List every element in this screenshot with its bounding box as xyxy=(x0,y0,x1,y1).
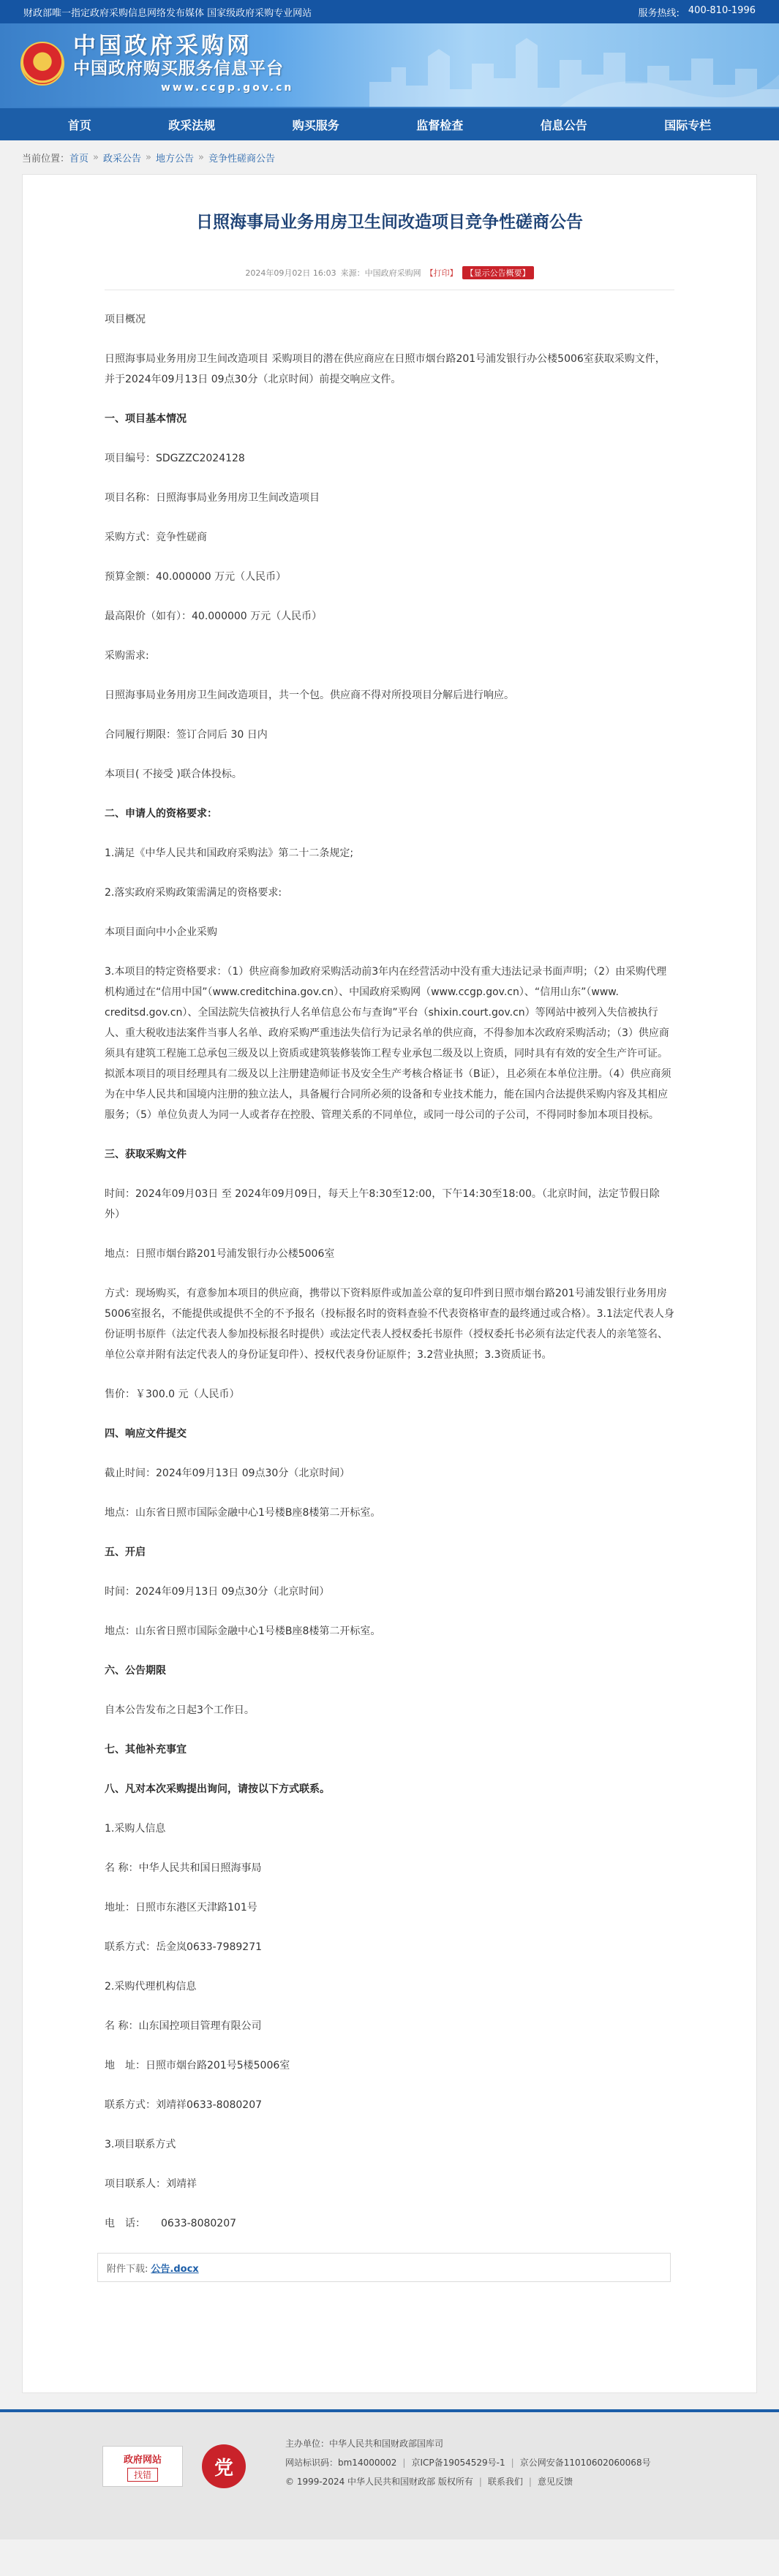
site-logo[interactable] xyxy=(20,34,293,94)
footer-badges xyxy=(102,2444,246,2488)
nav-item-international[interactable]: 国际专栏 xyxy=(664,118,712,132)
article-paragraph: 联系方式：刘靖祥0633-8080207 xyxy=(105,2099,263,2111)
article-paragraph: 项目编号：SDGZZC2024128 xyxy=(105,453,245,464)
site-slogan: 财政部唯一指定政府采购信息网络发布媒体 国家级政府采购专业网站 xyxy=(23,7,312,19)
article-paragraph: 名 称：中华人民共和国日照海事局 xyxy=(105,1862,262,1874)
article-source: 来源：中国政府采购网 xyxy=(340,268,421,278)
attachment-label: 附件下载: xyxy=(107,2263,148,2275)
nav-item-announcements[interactable]: 信息公告 xyxy=(540,118,587,132)
main-nav xyxy=(0,107,779,140)
footer-contact-link[interactable]: 联系我们 xyxy=(487,2477,523,2487)
article-paragraph: 联系方式：岳金岚0633-7989271 xyxy=(105,1941,263,1953)
brand-url: www.ccgp.gov.cn xyxy=(161,82,294,94)
footer-separator: | xyxy=(402,2458,406,2468)
party-org-glyph: 党 xyxy=(214,2457,233,2479)
section-heading: 二、申请人的资格要求： xyxy=(105,808,217,820)
article-panel xyxy=(22,174,757,2393)
section-heading: 一、项目基本情况 xyxy=(105,413,187,425)
brand-line1: 中国政府采购网 xyxy=(73,33,252,59)
footer-copyright: © 1999-2024 中华人民共和国财政部 版权所有 xyxy=(285,2477,473,2487)
top-notice-bar xyxy=(0,0,779,23)
footer-separator: | xyxy=(511,2458,514,2468)
brand-line2: 中国政府购买服务信息平台 xyxy=(73,58,284,78)
article-paragraph: 地 址：日照市烟台路201号5楼5006室 xyxy=(105,2060,290,2071)
hotline-number: 400-810-1996 xyxy=(688,4,756,16)
hotline-label: 服务热线: xyxy=(638,7,680,19)
footer-police-link[interactable]: 京公网安备11010602060068号 xyxy=(519,2458,651,2468)
site-footer xyxy=(0,2409,779,2539)
brand-text xyxy=(73,34,293,94)
footer-separator: | xyxy=(478,2477,482,2487)
article-paragraph: 地点：日照市烟台路201号浦发银行办公楼5006室 xyxy=(105,1248,335,1260)
attachment-box xyxy=(97,2253,671,2282)
breadcrumb-home[interactable]: 首页 xyxy=(69,153,89,165)
article-paragraph: 1.满足《中华人民共和国政府采购法》第二十二条规定; xyxy=(105,847,354,859)
article-paragraph: 售价：￥300.0 元（人民币） xyxy=(105,1389,240,1400)
article-paragraph: 项目联系人：刘靖祥 xyxy=(105,2178,197,2190)
article-paragraph: 最高限价（如有）：40.000000 万元（人民币） xyxy=(105,611,323,622)
article-paragraph: 3.本项目的特定资格要求：（1）供应商参加政府采购活动前3年内在经营活动中没有重大违法记录书面声明；（2）由采购代理机构通过在“信用中国”（www.creditchina.gov.cn）、中国政府采购网（www.ccgp.gov.cn）、“信用山东”（www. creditsd.gov.cn）、全国法院失信被执行人名单信息公布与查询”平台（shixin.court.gov.cn）等网站中被列入失信被执行人、重大税收违法案件当事人名单、政府采购严重违法失信行为记录名单的供应商，不得参加本次政府采购活动；（3）供应商须具有建筑工程施工总承包三级及以上资质或建筑装修装饰工程专业承包二级及以上资质，同时具有有效的安全生产许可证。拟派本项目的项目经理具有二级及以上注册建造师证书及安全生产考核合格证书（B证），且必须在本单位注册。（4）供应商须为在中华人民共和国境内注册的独立法人，具备履行合同所必须的设备和专业技术能力，能在国内合法提供采购内容及其相应服务；（5）单位负责人为同一人或者存在控股、管理关系的不同单位，或同一母公司的子公司，不得同时参加本项目投标。 xyxy=(105,966,671,1121)
section-heading: 六、公告期限 xyxy=(105,1665,166,1677)
attachment-file-link[interactable]: 公告.docx xyxy=(151,2263,199,2275)
site-banner xyxy=(0,23,779,107)
footer-host: 主办单位：中华人民共和国财政部国库司 xyxy=(285,2439,444,2449)
section-heading: 四、响应文件提交 xyxy=(105,1428,187,1440)
article-paragraph: 2.落实政府采购政策需满足的资格要求: xyxy=(105,887,282,899)
breadcrumb xyxy=(0,140,779,174)
national-emblem-icon xyxy=(20,42,64,86)
breadcrumb-separator: » xyxy=(146,151,151,163)
article-paragraph: 预算金额：40.000000 万元（人民币） xyxy=(105,571,287,583)
footer-separator: | xyxy=(528,2477,532,2487)
article-paragraph: 本项目面向中小企业采购 xyxy=(105,926,217,938)
article-date: 2024年09月02日 16:03 xyxy=(245,268,336,278)
article-paragraph: 项目名称：日照海事局业务用房卫生间改造项目 xyxy=(105,492,320,504)
article-paragraph: 时间：2024年09月03日 至 2024年09月09日，每天上午8:30至12:00，下午14:30至18:00。（北京时间，法定节假日除外） xyxy=(105,1188,660,1220)
summary-toggle-button[interactable]: 【显示公告概要】 xyxy=(462,266,534,279)
breadcrumb-label: 当前位置： xyxy=(22,153,70,165)
nav-item-supervision[interactable]: 监督检查 xyxy=(416,118,464,132)
breadcrumb-separator: » xyxy=(93,151,99,163)
article-paragraph: 本项目( 不接受 )联合体投标。 xyxy=(105,768,242,780)
article-paragraph: 日照海事局业务用房卫生间改造项目 采购项目的潜在供应商应在日照市烟台路201号浦发银行办公楼5006室获取采购文件，并于2024年09月13日 09点30分（北京时间）前提交响应文件。 xyxy=(105,353,666,385)
article-paragraph: 电 话： 0633-8080207 xyxy=(105,2218,237,2229)
article-paragraph: 地点：山东省日照市国际金融中心1号楼B座8楼第二开标室。 xyxy=(105,1507,381,1519)
article-paragraph: 1.采购人信息 xyxy=(105,1823,166,1835)
article-paragraph: 采购方式：竞争性磋商 xyxy=(105,532,207,543)
article-paragraph: 项目概况 xyxy=(105,314,146,325)
article-paragraph: 名 称：山东国控项目管理有限公司 xyxy=(105,2020,262,2032)
party-org-badge-icon[interactable] xyxy=(202,2444,246,2488)
article-title: 日照海事局业务用房卫生间改造项目竞争性磋商公告 xyxy=(196,213,583,232)
breadcrumb-local[interactable]: 地方公告 xyxy=(155,153,194,165)
article-paragraph: 日照海事局业务用房卫生间改造项目，共一个包。供应商不得对所投项目分解后进行响应。 xyxy=(105,690,514,701)
gov-site-error-report-badge[interactable] xyxy=(102,2446,183,2487)
article-paragraph: 3.项目联系方式 xyxy=(105,2139,176,2150)
print-link[interactable]: 【打印】 xyxy=(425,268,458,278)
section-heading: 五、开启 xyxy=(105,1546,146,1558)
badge-title: 政府网站 xyxy=(123,2454,162,2466)
section-heading: 三、获取采购文件 xyxy=(105,1149,187,1160)
breadcrumb-current[interactable]: 竞争性磋商公告 xyxy=(208,153,275,165)
skyline-illustration xyxy=(369,23,779,107)
footer-icp-link[interactable]: 京ICP备19054529号-1 xyxy=(411,2458,505,2468)
nav-item-purchase-services[interactable]: 购买服务 xyxy=(292,118,339,132)
article-paragraph: 2.采购代理机构信息 xyxy=(105,1981,197,1993)
nav-item-regulations[interactable]: 政采法规 xyxy=(168,118,216,132)
nav-item-home[interactable]: 首页 xyxy=(67,118,91,132)
article-meta xyxy=(105,266,674,279)
article-paragraph: 合同履行期限：签订合同后 30 日内 xyxy=(105,729,268,741)
section-heading: 七、其他补充事宜 xyxy=(105,1744,187,1756)
breadcrumb-separator: » xyxy=(198,151,204,163)
footer-site-code: 网站标识码：bm14000002 xyxy=(285,2458,397,2468)
article-paragraph: 方式：现场购买，有意参加本项目的供应商，携带以下资料原件或加盖公章的复印件到日照市烟台路201号浦发银行业务用房5006室报名，不能提供或提供不全的不予报名（投标报名时的资料查验不代表资格审查的最终通过或合格）。3.1法定代表人身份证明书原件（法定代表人参加投标报名时提供）或法定代表人授权委托书原件（授权委托书必须有法定代表人的亲笔签名、单位公章并附有法定代表人的身份证复印件）、授权代表身份证原件；3.2营业执照；3.3资质证书。 xyxy=(105,1288,674,1361)
article-paragraph: 地点：山东省日照市国际金融中心1号楼B座8楼第二开标室。 xyxy=(105,1625,381,1637)
breadcrumb-announcements[interactable]: 政采公告 xyxy=(103,153,142,165)
badge-subtitle: 找错 xyxy=(127,2468,158,2482)
article-body xyxy=(105,290,674,2234)
footer-info xyxy=(285,2434,651,2491)
article-paragraph: 地址：日照市东港区天津路101号 xyxy=(105,1902,257,1914)
article-paragraph: 时间：2024年09月13日 09点30分（北京时间） xyxy=(105,1586,330,1598)
footer-feedback-link[interactable]: 意见反馈 xyxy=(537,2477,573,2487)
hotline xyxy=(639,5,756,19)
article-paragraph: 截止时间：2024年09月13日 09点30分（北京时间） xyxy=(105,1468,350,1479)
section-heading: 八、凡对本次采购提出询问，请按以下方式联系。 xyxy=(105,1783,330,1795)
article-paragraph: 自本公告发布之日起3个工作日。 xyxy=(105,1704,255,1716)
article-paragraph: 采购需求: xyxy=(105,650,149,662)
